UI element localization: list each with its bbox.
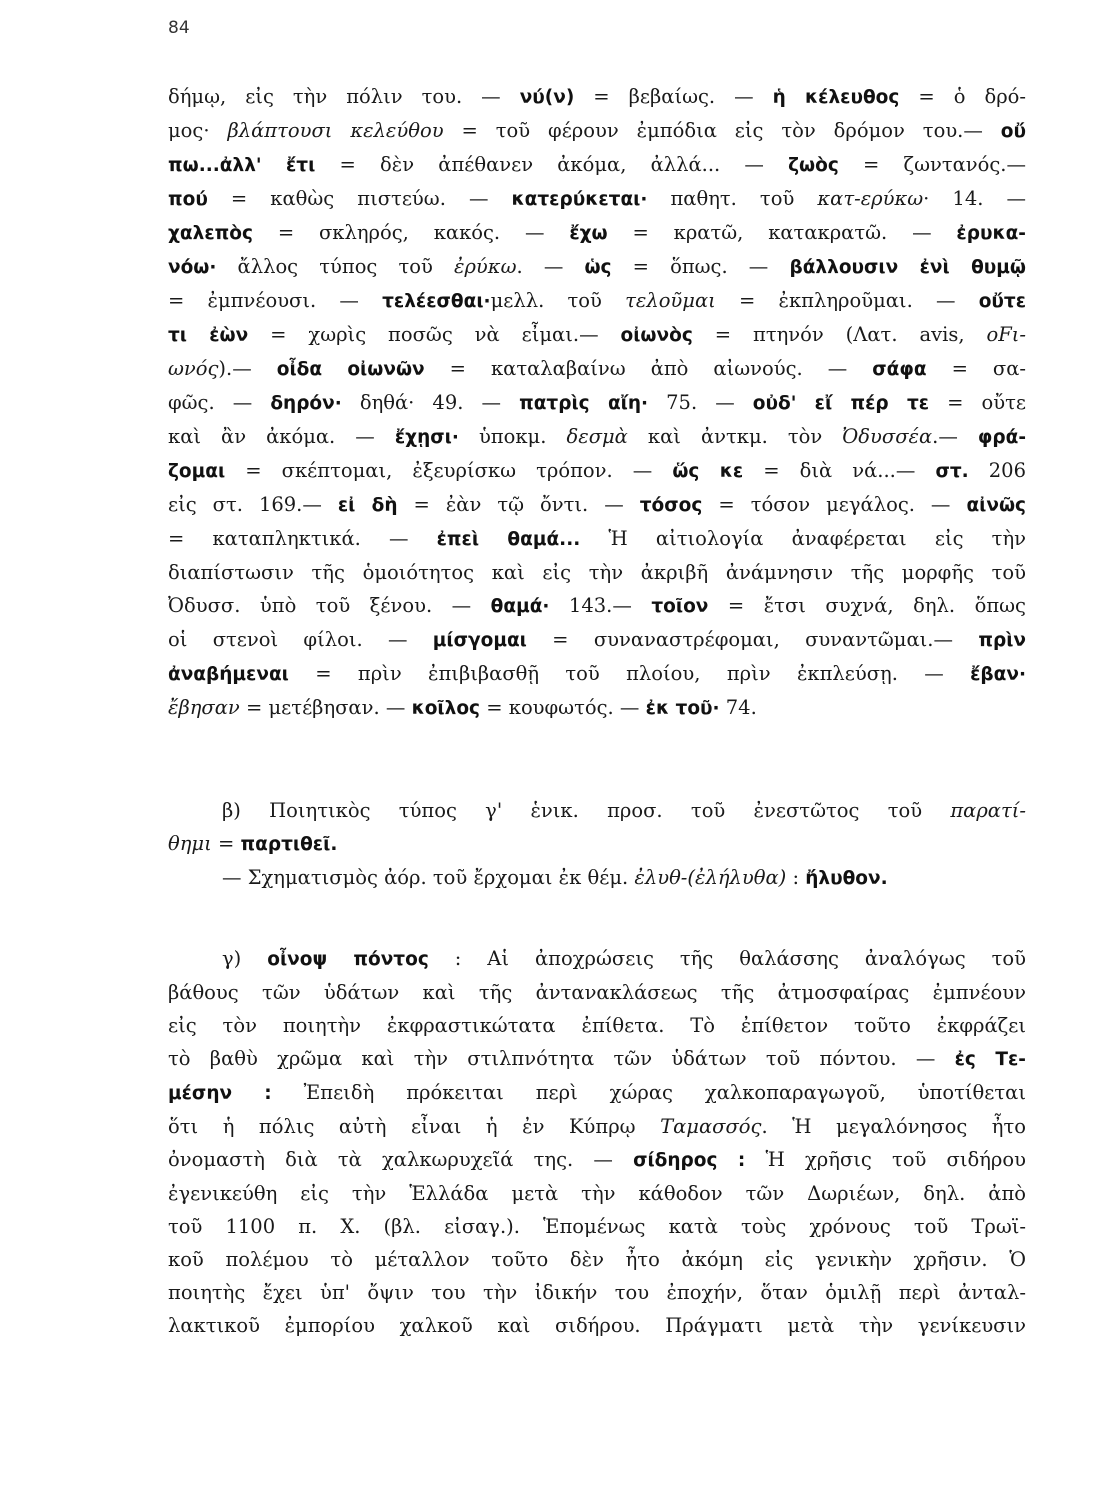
- gloss-text: διαπίστωσιν τῆς ὁμοιότητος καὶ εἰς τὴν ἀκριβῆ ἀνάμνησιν τῆς μορφῆς τοῦ: [168, 561, 1026, 584]
- gloss-text: δήμῳ, εἰς τὴν πόλιν του. —: [168, 85, 520, 108]
- gloss-text: = οὔτε: [929, 391, 1027, 414]
- headword: ζομαι: [168, 461, 226, 482]
- gloss-text: = πρὶν ἐπιβιβασθῇ τοῦ πλοίου, πρὶν ἐκπλεύσῃ. —: [288, 662, 971, 685]
- text-line: [168, 216, 1026, 250]
- text-line: [168, 589, 1026, 623]
- text-line: [168, 250, 1026, 284]
- text-line: [168, 827, 1026, 861]
- text-line: [168, 556, 1026, 589]
- text-line: [168, 1076, 1026, 1110]
- text-line: [168, 861, 1026, 895]
- headword: παρτιθεῖ.: [240, 834, 338, 855]
- gloss-text: 74.: [719, 696, 757, 719]
- headword: οὔ: [1000, 121, 1026, 142]
- gloss-text: · 14. —: [923, 187, 1026, 210]
- gloss-text: καὶ ἀντκμ. τὸν: [627, 425, 843, 448]
- gloss-text: βάθους τῶν ὑδάτων καὶ τῆς ἀντανακλάσεως τῆς ἀτμοσφαίρας ἐμπνέουν: [168, 981, 1026, 1004]
- gloss-text: οἱ στενοὶ φίλοι. —: [168, 628, 433, 651]
- gloss-text: . —: [516, 255, 585, 278]
- text-line: [168, 657, 1026, 691]
- gloss-text: μελλ. τοῦ: [490, 289, 626, 312]
- headword: ἔχω: [569, 223, 608, 244]
- gloss-text: = ἐκπληροῦμαι. —: [715, 289, 979, 312]
- gloss-text: εἰς τὸν ποιητὴν ἐκφραστικώτατα ἐπίθετα. Τὸ ἐπίθετον τοῦτο ἐκφράζει: [168, 1014, 1026, 1037]
- headword: κατερύκεται·: [511, 189, 648, 210]
- headword: ἀναβήμεναι: [168, 664, 289, 685]
- text-line: [168, 691, 1026, 725]
- text-line: [168, 1210, 1026, 1243]
- gloss-text: λακτικοῦ ἐμπορίου χαλκοῦ καὶ σιδήρου. Πράγματι μετὰ τὴν γενίκευσιν: [168, 1314, 1026, 1337]
- gloss-text: = κουφωτός. —: [480, 696, 646, 719]
- gloss-text: = σκληρός, κακός. —: [252, 221, 570, 244]
- text-line: [168, 318, 1026, 352]
- italic-term: βλάπτουσι κελεύθου: [227, 119, 444, 142]
- italic-term: oFι-: [986, 323, 1026, 346]
- page-number: 84: [168, 18, 190, 38]
- gloss-text: = σα-: [926, 357, 1026, 380]
- headword: αἰνῶς: [966, 495, 1027, 516]
- text-line: [168, 942, 1026, 976]
- headword: ἔχῃσι·: [394, 427, 459, 448]
- gloss-text: Ἐπειδὴ πρόκειται περὶ χώρας χαλκοπαραγωγοῦ, ὑποτίθεται: [271, 1081, 1026, 1104]
- gloss-text: = ζωντανός.—: [838, 153, 1026, 176]
- gloss-text: = συναναστρέφομαι, συναντῶμαι.—: [526, 628, 979, 651]
- text-line: [168, 420, 1026, 454]
- gloss-text: = ἐὰν τῷ ὄντι. —: [397, 493, 640, 516]
- gloss-text: = τόσον μεγάλος. —: [702, 493, 967, 516]
- gloss-text: ποιητὴς ἔχει ὑπ' ὄψιν του τὴν ἰδικήν του ἐποχήν, ὅταν ὁμιλῇ περὶ ἀνταλ-: [168, 1281, 1026, 1304]
- headword: πού: [168, 189, 208, 210]
- italic-term: ἐλυθ-(ἐλήλυθα): [634, 866, 787, 889]
- headword: οὐδ' εἴ πέρ τε: [752, 393, 930, 414]
- italic-term: ωνός: [168, 357, 219, 380]
- text-line: [168, 284, 1026, 318]
- italic-term: θημι: [168, 832, 212, 855]
- gloss-text: = διὰ νά...—: [743, 459, 936, 482]
- headword: χαλεπὸς: [168, 223, 253, 244]
- gloss-text: ὑποκμ.: [458, 425, 567, 448]
- text-line: [168, 80, 1026, 114]
- gloss-text: = βεβαίως. —: [574, 85, 773, 108]
- commentary-beta-section: [168, 794, 1026, 895]
- gloss-text: ).—: [218, 357, 277, 380]
- italic-term: δεσμὰ: [566, 425, 628, 448]
- headword: ἐκ τοῦ·: [645, 698, 720, 719]
- gloss-text: δηθά· 49. —: [341, 391, 520, 414]
- text-line: [168, 386, 1026, 420]
- gloss-text: = σκέπτομαι, ἐξευρίσκω τρόπον. —: [225, 459, 673, 482]
- headword: σίδηρος :: [633, 1150, 746, 1171]
- headword: μέσην :: [168, 1083, 272, 1104]
- gloss-text: 143.—: [549, 594, 652, 617]
- headword: τοῖον: [651, 596, 709, 617]
- headword: πω...ἀλλ' ἔτι: [168, 155, 316, 176]
- text-line: [168, 1110, 1026, 1143]
- headword: ἤλυθον.: [805, 868, 888, 889]
- gloss-text: = καταλαβαίνω ἀπὸ αἰωνούς. —: [424, 357, 873, 380]
- gloss-text: ἐγενικεύθη εἰς τὴν Ἑλλάδα μετὰ τὴν κάθοδον τῶν Δωριέων, δηλ. ἀπὸ: [168, 1182, 1026, 1205]
- gloss-text: = πτηνόν (Λατ. avis,: [692, 323, 987, 346]
- gloss-text: =: [211, 832, 241, 855]
- gloss-text: εἰς στ. 169.—: [168, 493, 338, 516]
- italic-term: ἐρύκω: [454, 255, 517, 278]
- text-line: [168, 114, 1026, 148]
- headword: ἔβαν·: [970, 664, 1026, 685]
- gloss-text: = χωρὶς ποσῶς νὰ εἶμαι.—: [248, 323, 621, 346]
- headword: οὔτε: [978, 291, 1026, 312]
- italic-term: κατ-ερύκω: [817, 187, 924, 210]
- gloss-text: = τοῦ φέρουν ἐμπόδια εἰς τὸν δρόμον του.—: [443, 119, 1001, 142]
- gloss-text: :: [786, 866, 806, 889]
- commentary-gamma-section: [168, 942, 1026, 1342]
- headword: νύ(ν): [519, 87, 575, 108]
- headword: στ.: [935, 461, 969, 482]
- gloss-text: = κρατῶ, κατακρατῶ. —: [607, 221, 957, 244]
- gloss-text: γ): [222, 947, 268, 970]
- headword: ἐρυκα-: [956, 223, 1026, 244]
- headword: φρά-: [977, 427, 1026, 448]
- gloss-text: παθητ. τοῦ: [647, 187, 818, 210]
- gloss-text: — Σχηματισμὸς ἀόρ. τοῦ ἔρχομαι ἐκ θέμ.: [222, 866, 635, 889]
- gloss-text: = καταπληκτικά. —: [168, 527, 437, 550]
- headword: δηρόν·: [270, 393, 342, 414]
- gloss-text: = ἐμπνέουσι. —: [168, 289, 383, 312]
- gloss-text: : Αἱ ἀποχρώσεις τῆς θαλάσσης ἀναλόγως τοῦ: [428, 947, 1026, 970]
- headword: πατρὶς αἴη·: [519, 393, 649, 414]
- gloss-text: 75. —: [648, 391, 753, 414]
- headword: μίσγομαι: [432, 630, 527, 651]
- headword: θαμά·: [490, 596, 550, 617]
- gloss-text: .—: [932, 425, 978, 448]
- text-line: [168, 1243, 1026, 1276]
- headword: ἡ κέλευθος: [772, 87, 900, 108]
- gloss-text: = ὁ δρό-: [899, 85, 1026, 108]
- gloss-text: Ὀδυσσ. ὑπὸ τοῦ ξένου. —: [168, 594, 491, 617]
- headword: τι ἐὼν: [168, 325, 249, 346]
- text-line: [168, 1143, 1026, 1177]
- gloss-text: = καθὼς πιστεύω. —: [207, 187, 512, 210]
- gloss-text: = μετέβησαν. —: [239, 696, 412, 719]
- gloss-text: = ἔτσι συχνά, δηλ. ὅπως: [708, 594, 1026, 617]
- text-line: [168, 1177, 1026, 1210]
- gloss-text: μος·: [168, 119, 228, 142]
- gloss-text: 206: [968, 459, 1026, 482]
- gloss-text: β) Ποιητικὸς τύπος γ' ἑνικ. προσ. τοῦ ἐνεστῶτος τοῦ: [222, 799, 951, 822]
- headword: οἶνοψ πόντος: [267, 949, 429, 970]
- text-line: [168, 352, 1026, 386]
- headword: κοῖλος: [411, 698, 481, 719]
- text-line: [168, 148, 1026, 182]
- headword: πρὶν: [978, 630, 1026, 651]
- gloss-text: Ἡ αἰτιολογία ἀναφέρεται εἰς τὴν: [580, 527, 1026, 550]
- text-line: [168, 182, 1026, 216]
- gloss-text: τὸ βαθὺ χρῶμα καὶ τὴν στιλπνότητα τῶν ὑδάτων τοῦ πόντου. —: [168, 1047, 955, 1070]
- gloss-text: τοῦ 1100 π. Χ. (βλ. εἰσαγ.). Ἑπομένως κατὰ τοὺς χρόνους τοῦ Τρωϊ-: [168, 1215, 1026, 1238]
- gloss-text: ὀνομαστὴ διὰ τὰ χαλκωρυχεῖά της. —: [168, 1148, 634, 1171]
- headword: τόσος: [639, 495, 703, 516]
- text-line: [168, 623, 1026, 657]
- headword: ἐπεὶ θαμά...: [436, 529, 581, 550]
- headword: οἰωνὸς: [620, 325, 693, 346]
- gloss-text: Ἡ χρῆσις τοῦ σιδήρου: [745, 1148, 1026, 1171]
- headword: ὡς: [584, 257, 612, 278]
- gloss-text: κοῦ πολέμου τὸ μέταλλον τοῦτο δὲν ἦτο ἀκόμη εἰς γενικὴν χρῆσιν. Ὁ: [168, 1248, 1026, 1271]
- italic-term: Ὀδυσσέα: [842, 425, 933, 448]
- headword: σάφα: [872, 359, 927, 380]
- text-line: [168, 1042, 1026, 1076]
- headword: ὥς κε: [672, 461, 744, 482]
- italic-term: παρατί-: [950, 799, 1026, 822]
- text-line: [168, 1309, 1026, 1342]
- italic-term: ἔβησαν: [168, 696, 240, 719]
- headword: ἐς Τε-: [954, 1049, 1026, 1070]
- gloss-text: . Ἡ μεγαλόνησος ἦτο: [761, 1115, 1026, 1138]
- gloss-text: = ὅπως. —: [611, 255, 790, 278]
- gloss-text: = δὲν ἀπέθανεν ἀκόμα, ἀλλά... —: [315, 153, 789, 176]
- text-line: [168, 454, 1026, 488]
- text-line: [168, 1276, 1026, 1309]
- italic-term: τελοῦμαι: [625, 289, 716, 312]
- text-line: [168, 976, 1026, 1009]
- italic-term: Ταμασσός: [660, 1115, 762, 1138]
- text-line: [168, 522, 1026, 556]
- headword: ζωὸς: [788, 155, 839, 176]
- text-line: [168, 488, 1026, 522]
- gloss-text: φῶς. —: [168, 391, 271, 414]
- headword: εἰ δὴ: [337, 495, 398, 516]
- text-line: [168, 794, 1026, 827]
- gloss-text: καὶ ἂν ἀκόμα. —: [168, 425, 395, 448]
- commentary-main-paragraph: [168, 80, 1026, 725]
- gloss-text: ἄλλος τύπος τοῦ: [216, 255, 454, 278]
- headword: βάλλουσιν ἐνὶ θυμῷ: [789, 257, 1026, 278]
- gloss-text: ὅτι ἡ πόλις αὐτὴ εἶναι ἡ ἐν Κύπρῳ: [168, 1115, 661, 1138]
- headword: οἶδα οἰωνῶν: [276, 359, 425, 380]
- text-line: [168, 1009, 1026, 1042]
- headword: τελέεσθαι·: [382, 291, 491, 312]
- headword: νόω·: [168, 257, 217, 278]
